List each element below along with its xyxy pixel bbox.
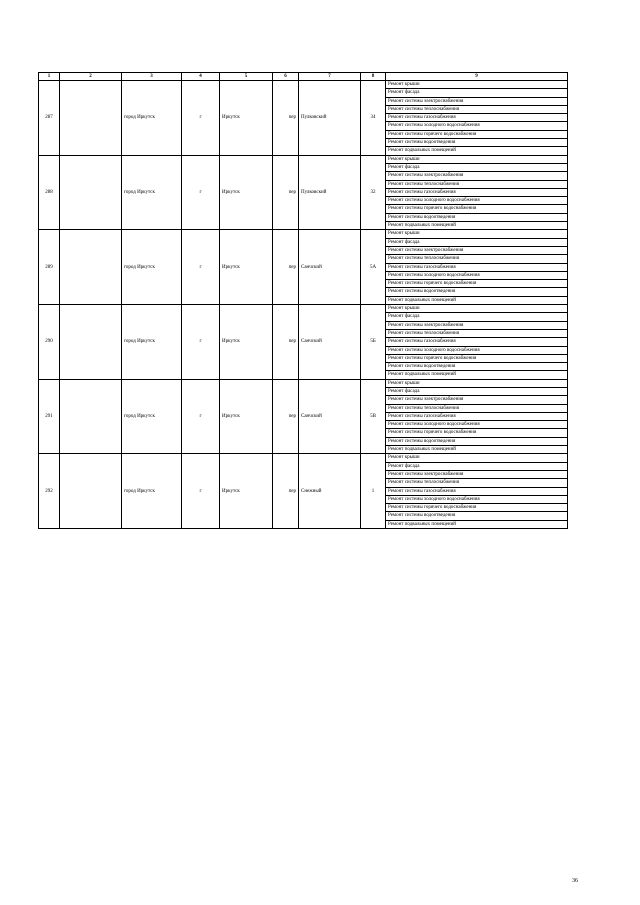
work-type-cell: Ремонт подвальных помещений [386, 371, 568, 379]
work-type-cell: Ремонт системы водоотведения [386, 139, 568, 147]
row-number: 289 [39, 230, 60, 305]
table-row [39, 379, 568, 387]
column-2-cell [60, 155, 122, 230]
street-cell: Санчский [299, 230, 361, 305]
column-header-1: 1 [39, 73, 60, 81]
street-type-cell: пер [273, 305, 299, 380]
table-row [39, 230, 568, 238]
work-type-cell: Ремонт системы горячего водоснабжения [386, 429, 568, 437]
municipality-cell: город Иркутск [122, 81, 182, 156]
street-type-cell: пер [273, 155, 299, 230]
column-2-cell [60, 379, 122, 454]
column-header-5: 5 [220, 73, 273, 81]
header-row [39, 73, 568, 81]
work-type-cell: Ремонт системы горячего водоснабжения [386, 504, 568, 512]
street-type-cell: пер [273, 454, 299, 529]
street-cell: Санчский [299, 379, 361, 454]
house-number-cell: 34 [361, 81, 386, 156]
work-type-cell: Ремонт системы электроснабжения [386, 470, 568, 478]
column-header-9: 9 [386, 73, 568, 81]
column-2-cell [60, 454, 122, 529]
street-type-cell: пер [273, 230, 299, 305]
work-type-cell: Ремонт системы горячего водоснабжения [386, 130, 568, 138]
work-type-cell: Ремонт подвальных помещений [386, 222, 568, 230]
work-type-cell: Ремонт фасада [386, 238, 568, 246]
work-type-cell: Ремонт подвальных помещений [386, 296, 568, 304]
work-type-cell: Ремонт системы холодного водоснабжения [386, 197, 568, 205]
work-type-cell: Ремонт системы теплоснабжения [386, 404, 568, 412]
work-type-cell: Ремонт системы холодного водоснабжения [386, 421, 568, 429]
work-type-cell: Ремонт системы теплоснабжения [386, 180, 568, 188]
work-type-cell: Ремонт крыши [386, 454, 568, 462]
work-type-cell: Ремонт системы водоотведения [386, 437, 568, 445]
house-number-cell: 5В [361, 379, 386, 454]
work-type-cell: Ремонт системы теплоснабжения [386, 255, 568, 263]
settlement-type-cell: г [182, 230, 220, 305]
street-cell: Пулковский [299, 81, 361, 156]
table-row [39, 155, 568, 163]
work-type-cell: Ремонт системы газоснабжения [386, 487, 568, 495]
work-type-cell: Ремонт системы электроснабжения [386, 172, 568, 180]
work-type-cell: Ремонт фасада [386, 313, 568, 321]
settlement-cell: Иркутск [220, 305, 273, 380]
work-type-cell: Ремонт подвальных помещений [386, 520, 568, 528]
repair-program-table [38, 72, 568, 529]
municipality-cell: город Иркутск [122, 155, 182, 230]
settlement-cell: Иркутск [220, 454, 273, 529]
work-type-cell: Ремонт системы электроснабжения [386, 321, 568, 329]
settlement-cell: Иркутск [220, 230, 273, 305]
work-type-cell: Ремонт системы теплоснабжения [386, 329, 568, 337]
column-2-cell [60, 305, 122, 380]
work-type-cell: Ремонт системы холодного водоснабжения [386, 122, 568, 130]
municipality-cell: город Иркутск [122, 379, 182, 454]
municipality-cell: город Иркутск [122, 305, 182, 380]
house-number-cell: 32 [361, 155, 386, 230]
column-2-cell [60, 81, 122, 156]
work-type-cell: Ремонт фасада [386, 462, 568, 470]
settlement-type-cell: г [182, 454, 220, 529]
work-type-cell: Ремонт подвальных помещений [386, 147, 568, 155]
row-number: 287 [39, 81, 60, 156]
work-type-cell: Ремонт крыши [386, 81, 568, 89]
column-header-3: 3 [122, 73, 182, 81]
row-number: 290 [39, 305, 60, 380]
work-type-cell: Ремонт системы горячего водоснабжения [386, 354, 568, 362]
work-type-cell: Ремонт системы газоснабжения [386, 338, 568, 346]
work-type-cell: Ремонт системы электроснабжения [386, 97, 568, 105]
work-type-cell: Ремонт системы теплоснабжения [386, 105, 568, 113]
street-type-cell: пер [273, 81, 299, 156]
municipality-cell: город Иркутск [122, 454, 182, 529]
work-type-cell: Ремонт подвальных помещений [386, 446, 568, 454]
street-cell: Санчский [299, 305, 361, 380]
table-header [39, 73, 568, 81]
column-header-6: 6 [273, 73, 299, 81]
column-header-7: 7 [299, 73, 361, 81]
table-body [39, 81, 568, 529]
table-row [39, 81, 568, 89]
street-cell: Снежный [299, 454, 361, 529]
work-type-cell: Ремонт крыши [386, 230, 568, 238]
page-number: 36 [572, 878, 578, 884]
work-type-cell: Ремонт системы водоотведения [386, 213, 568, 221]
column-2-cell [60, 230, 122, 305]
settlement-cell: Иркутск [220, 81, 273, 156]
work-type-cell: Ремонт системы газоснабжения [386, 188, 568, 196]
work-type-cell: Ремонт системы водоотведения [386, 363, 568, 371]
work-type-cell: Ремонт крыши [386, 379, 568, 387]
settlement-cell: Иркутск [220, 155, 273, 230]
work-type-cell: Ремонт системы холодного водоснабжения [386, 495, 568, 503]
settlement-type-cell: г [182, 81, 220, 156]
work-type-cell: Ремонт фасада [386, 163, 568, 171]
street-cell: Пулковский [299, 155, 361, 230]
house-number-cell: 5Б [361, 305, 386, 380]
work-type-cell: Ремонт системы газоснабжения [386, 412, 568, 420]
work-type-cell: Ремонт фасада [386, 387, 568, 395]
municipality-cell: город Иркутск [122, 230, 182, 305]
work-type-cell: Ремонт системы теплоснабжения [386, 479, 568, 487]
house-number-cell: 1 [361, 454, 386, 529]
settlement-type-cell: г [182, 155, 220, 230]
column-header-4: 4 [182, 73, 220, 81]
work-type-cell: Ремонт системы водоотведения [386, 512, 568, 520]
work-type-cell: Ремонт крыши [386, 305, 568, 313]
work-type-cell: Ремонт системы газоснабжения [386, 263, 568, 271]
row-number: 292 [39, 454, 60, 529]
table-row [39, 305, 568, 313]
table-row [39, 454, 568, 462]
row-number: 288 [39, 155, 60, 230]
column-header-2: 2 [60, 73, 122, 81]
street-type-cell: пер [273, 379, 299, 454]
work-type-cell: Ремонт крыши [386, 155, 568, 163]
work-type-cell: Ремонт системы газоснабжения [386, 114, 568, 122]
settlement-type-cell: г [182, 379, 220, 454]
work-type-cell: Ремонт системы водоотведения [386, 288, 568, 296]
work-type-cell: Ремонт системы электроснабжения [386, 396, 568, 404]
settlement-cell: Иркутск [220, 379, 273, 454]
work-type-cell: Ремонт системы электроснабжения [386, 246, 568, 254]
work-type-cell: Ремонт системы холодного водоснабжения [386, 271, 568, 279]
work-type-cell: Ремонт системы холодного водоснабжения [386, 346, 568, 354]
column-header-8: 8 [361, 73, 386, 81]
work-type-cell: Ремонт фасада [386, 89, 568, 97]
work-type-cell: Ремонт системы горячего водоснабжения [386, 280, 568, 288]
settlement-type-cell: г [182, 305, 220, 380]
row-number: 291 [39, 379, 60, 454]
work-type-cell: Ремонт системы горячего водоснабжения [386, 205, 568, 213]
house-number-cell: 5А [361, 230, 386, 305]
